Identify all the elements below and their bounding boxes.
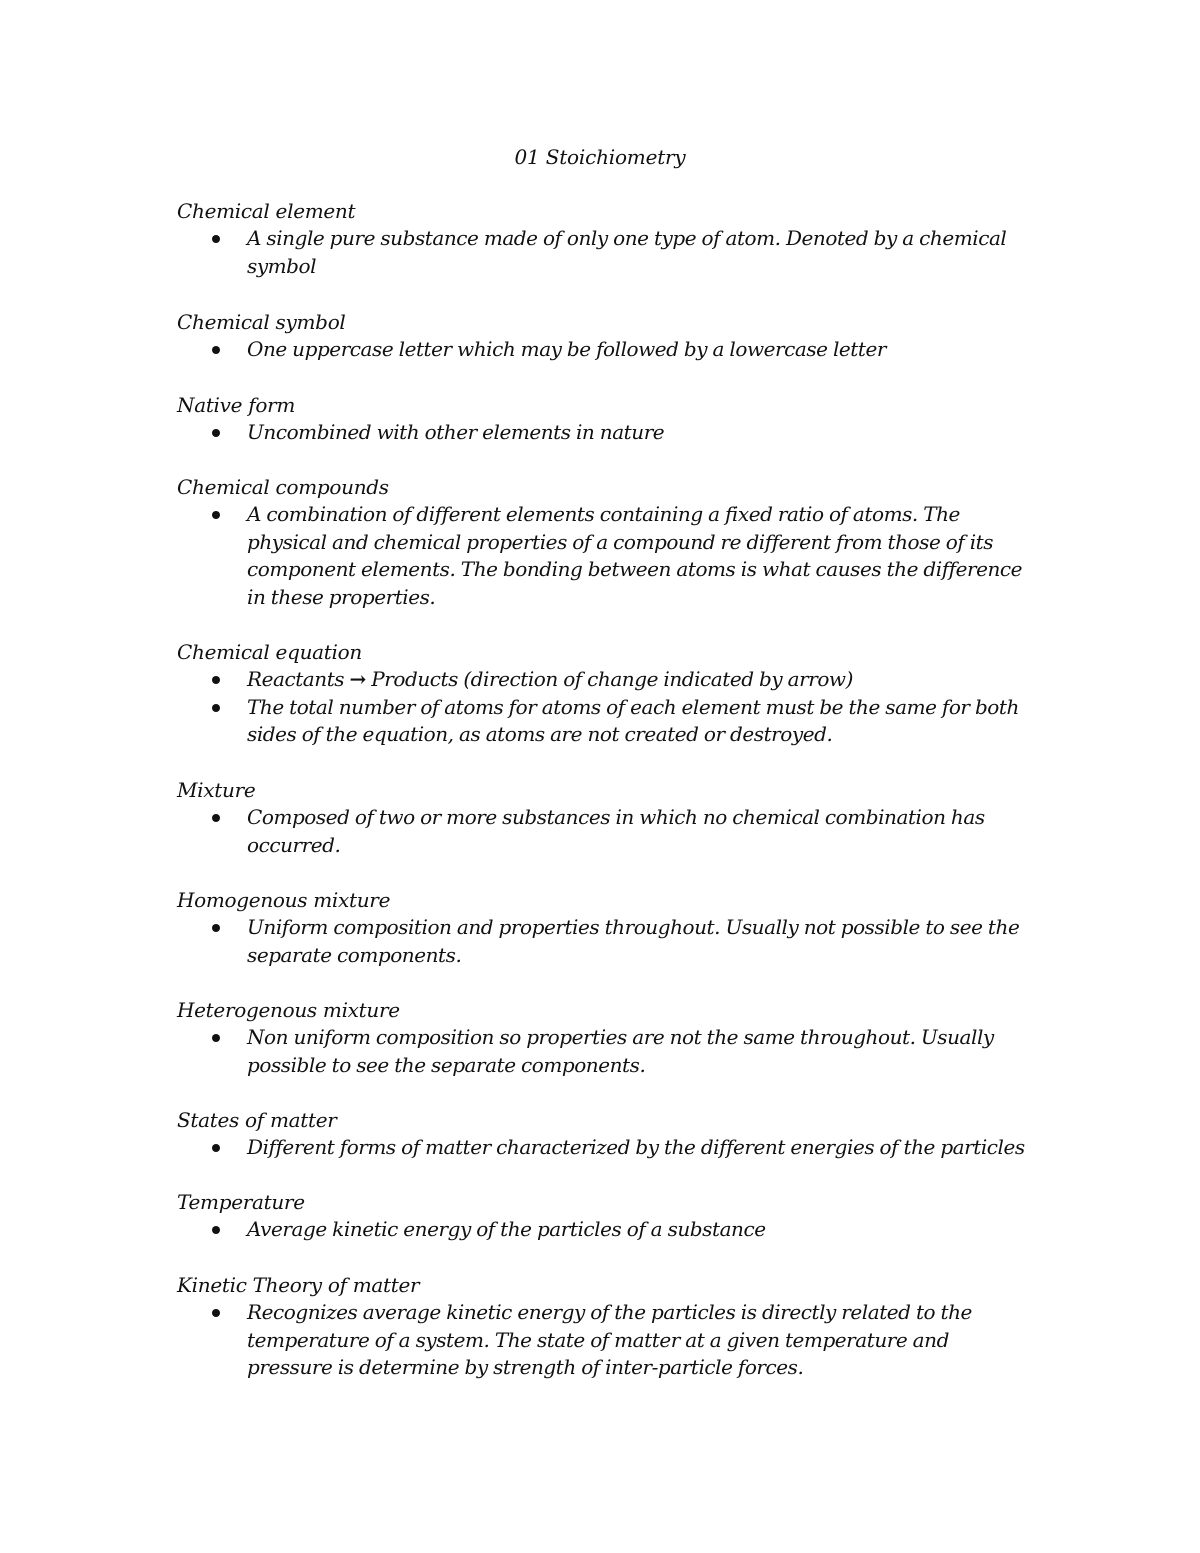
definition-list [177,804,1037,859]
bullet-icon [212,704,220,712]
definition-list [177,1299,1037,1382]
bullet-icon [212,511,220,519]
document-title: 01 Stoichiometry [514,145,686,169]
bullet-icon [212,1226,220,1234]
definition-list [177,419,1037,447]
term-heading: Kinetic Theory of matter [177,1273,420,1297]
definition-item [177,666,1037,694]
section-temperature [177,1188,1037,1244]
term-heading: Mixture [177,778,256,802]
definition-text: Recognizes average kinetic energy of the particles is directly related to the temperature of a system. The state of matter at a given temperature and pressure is determine by strength of inter-particle forces. [247,1300,972,1379]
definition-text: The total number of atoms for atoms of each element must be the same for both sides of the equation, as atoms are not created or destroyed. [247,694,1019,746]
definition-list [177,1024,1037,1079]
section-homogenous-mixture [177,886,1037,969]
term-heading: Chemical compounds [177,475,389,499]
definition-list [177,914,1037,969]
term-heading: States of matter [177,1108,337,1132]
definition-item [177,225,1037,280]
bullet-icon [212,1144,220,1152]
definition-text: Uncombined with other elements in nature [247,420,665,444]
definition-item [177,1024,1037,1079]
term-heading: Temperature [177,1190,305,1214]
definition-item [177,1299,1037,1382]
section-chemical-symbol [177,308,1037,364]
equation-products: Products (direction of change indicated by arrow) [371,667,853,691]
bullet-icon [212,924,220,932]
bullet-icon [212,676,220,684]
definition-list [177,225,1037,280]
definition-item [177,914,1037,969]
definition-text: A single pure substance made of only one type of atom. Denoted by a chemical symbol [247,226,1007,278]
section-kinetic-theory [177,1271,1037,1382]
definition-list [177,666,1037,749]
term-heading: Homogenous mixture [177,888,391,912]
term-heading: Chemical symbol [177,310,346,334]
definition-list [177,501,1037,611]
bullet-icon [212,1309,220,1317]
term-heading: Chemical element [177,199,356,223]
definition-item [177,694,1037,749]
definition-text: Average kinetic energy of the particles of a substance [247,1217,766,1241]
bullet-icon [212,429,220,437]
section-chemical-element [177,197,1037,280]
term-heading: Native form [177,393,296,417]
definition-item [177,419,1037,447]
definition-item [177,501,1037,611]
definition-list [177,1134,1037,1162]
section-mixture [177,776,1037,859]
definition-item [177,1134,1037,1162]
definition-text: One uppercase letter which may be followed by a lowercase letter [247,337,886,361]
definition-list [177,1216,1037,1244]
section-chemical-equation [177,638,1037,749]
bullet-icon [212,814,220,822]
section-heterogenous-mixture [177,996,1037,1079]
definition-text: Different forms of matter characterized by the different energies of the particles [247,1135,1025,1159]
section-native-form [177,391,1037,447]
section-states-of-matter [177,1106,1037,1162]
definition-text: Non uniform composition so properties are not the same throughout. Usually possible to see the separate components. [247,1025,994,1077]
definition-item [177,804,1037,859]
arrow-right-icon: → [349,667,366,691]
definition-text: Composed of two or more substances in which no chemical combination has occurred. [247,805,985,857]
bullet-icon [212,235,220,243]
equation-reactants: Reactants [247,667,345,691]
definition-text: A combination of different elements containing a fixed ratio of atoms. The physical and chemical properties of a compound re different from those of its component elements. The bonding between atoms is what causes the difference in these properties. [247,502,1023,609]
definition-item [177,336,1037,364]
bullet-icon [212,346,220,354]
term-heading: Chemical equation [177,640,362,664]
definition-text: Uniform composition and properties throughout. Usually not possible to see the separate components. [247,915,1020,967]
definition-list [177,336,1037,364]
term-heading: Heterogenous mixture [177,998,400,1022]
definition-item [177,1216,1037,1244]
bullet-icon [212,1034,220,1042]
section-chemical-compounds [177,473,1037,611]
